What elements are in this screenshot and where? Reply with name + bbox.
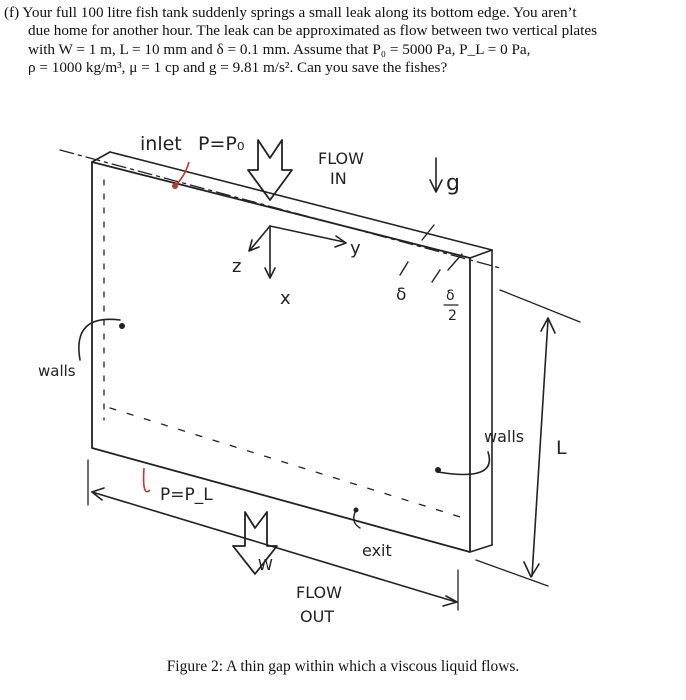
inlet-pressure-label: P=P₀	[198, 133, 245, 155]
half-delta-arrow	[432, 270, 440, 282]
top-centerline	[60, 150, 500, 268]
width-label: W	[258, 556, 273, 574]
problem-line-4: ρ = 1000 kg/m³, μ = 1 cp and g = 9.81 m/s². Can you save the fishes?	[28, 59, 448, 77]
length-arrow-bottom	[524, 562, 539, 577]
extension-top	[500, 290, 580, 322]
half-delta-bottom: 2	[448, 308, 457, 324]
figure-thin-gap	[0, 110, 686, 670]
flow-out-label-2: OUT	[300, 607, 335, 626]
exit-pointer	[354, 510, 360, 528]
inlet-pressure-pointer	[175, 162, 189, 186]
length-label: L	[556, 437, 567, 459]
plate-bottom-right-depth	[470, 545, 492, 552]
outlet-pressure-pointer	[144, 468, 150, 492]
flow-in-label-2: IN	[330, 169, 347, 188]
walls-right-label: walls	[484, 427, 525, 446]
problem-line-2: due home for another hour. The leak can be approximated as flow between two vertical plates	[28, 22, 598, 40]
y-axis-label: y	[350, 238, 361, 259]
walls-right-dot	[435, 467, 441, 473]
z-axis-label: z	[232, 256, 242, 277]
z-axis	[250, 226, 270, 250]
exit-label: exit	[362, 541, 392, 560]
problem-line-1: (f) Your full 100 litre fish tank suddenly springs a small leak along its bottom edge. You aren’t	[4, 4, 577, 21]
walls-right-pointer	[438, 452, 489, 475]
delta-arrow	[400, 262, 408, 275]
y-axis	[270, 226, 344, 242]
gravity-label: g	[446, 171, 460, 196]
plate-top-right-depth	[470, 250, 492, 258]
inlet-point	[172, 183, 178, 189]
flow-out-label-1: FLOW	[296, 583, 342, 602]
length-dimension-line	[532, 320, 548, 576]
outlet-pressure-label: P=P_L	[160, 485, 213, 505]
walls-left-dot	[119, 323, 125, 329]
flow-in-arrow	[248, 140, 292, 200]
flow-in-label-1: FLOW	[318, 149, 364, 168]
extension-bottom	[476, 560, 548, 586]
plate-top-left-depth	[92, 152, 110, 162]
walls-left-label: walls	[38, 362, 76, 380]
x-axis-label: x	[280, 288, 291, 309]
walls-left-pointer	[79, 319, 120, 360]
plate-top-back-edge	[110, 152, 492, 250]
inlet-label: inlet	[140, 133, 182, 155]
delta-label: δ	[396, 285, 407, 305]
figure-drawing	[0, 110, 686, 670]
front-plate	[92, 162, 470, 552]
problem-statement	[4, 4, 680, 78]
half-delta-top: δ	[446, 288, 455, 304]
exit-dot	[354, 508, 359, 513]
width-dimension-line	[92, 492, 456, 602]
figure-caption: Figure 2: A thin gap within which a viscous liquid flows.	[166, 658, 520, 675]
problem-line-3: with W = 1 m, L = 10 mm and δ = 0.1 mm. Assume that P₀ = 5000 Pa, P_L = 0 Pa,	[28, 40, 531, 58]
